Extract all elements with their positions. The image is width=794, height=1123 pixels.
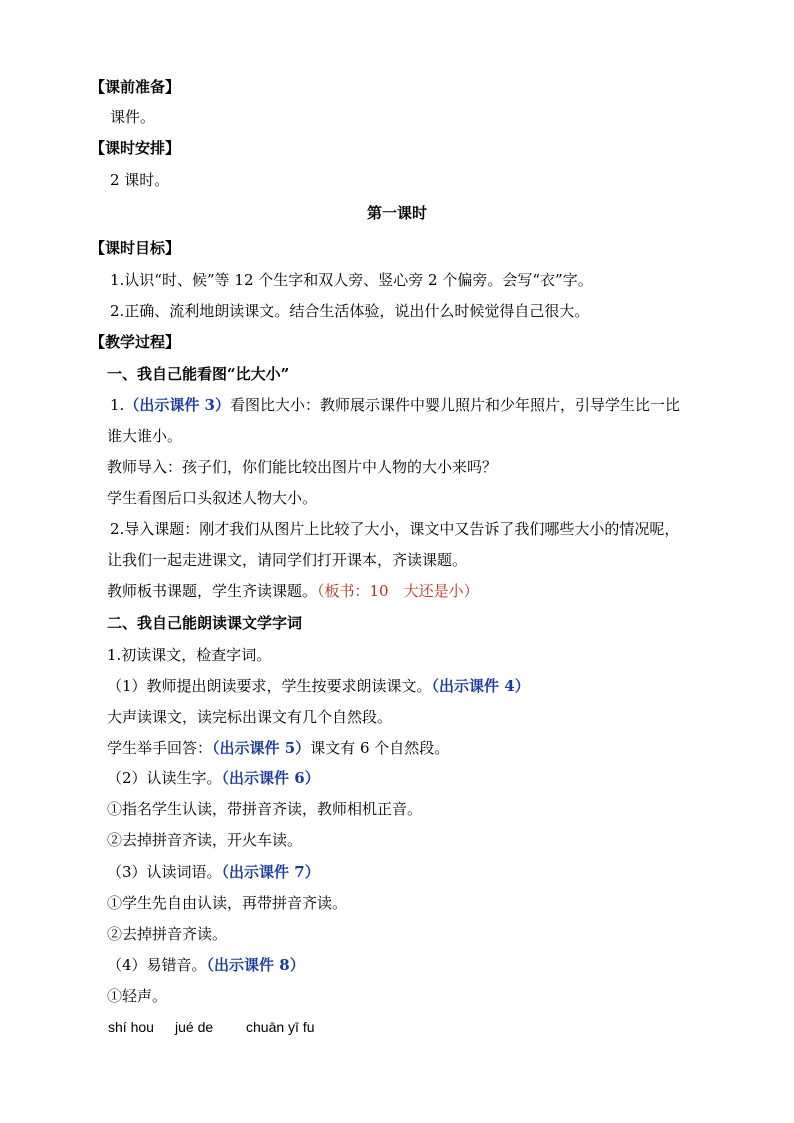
p1-text: 看图比大小：教师展示课件中婴儿照片和少年照片，引导学生比一比: [229, 396, 680, 414]
paragraph-4-cont: 让我们一起走进课文，请同学们打开课本，齐读课题。: [107, 551, 468, 569]
pinyin-juede: jué de: [175, 1019, 214, 1035]
paragraph-17: ①轻声。: [107, 987, 168, 1005]
paragraph-2: 教师导入：孩子们，你们能比较出图片中人物的大小来吗？: [107, 458, 498, 476]
board-note: （板书：10 大还是小）: [317, 582, 479, 600]
paragraph-3: 学生看图后口头叙述人物大小。: [107, 489, 318, 507]
p1-number: 1.: [110, 396, 125, 414]
p16-text: （4）易错音。: [107, 956, 207, 974]
pinyin-chuanyifu: chuān yī fu: [246, 1019, 315, 1035]
p10-text: （2）认读生字。: [107, 769, 222, 787]
schedule-heading: 【课时安排】: [90, 139, 181, 157]
p5-text: 教师板书课题，学生齐读课题。: [107, 582, 318, 600]
paragraph-9: [107, 738, 449, 758]
prep-body: 课件。: [110, 108, 156, 126]
paragraph-13: [107, 862, 320, 882]
pinyin-shihou: shí hou: [108, 1019, 154, 1035]
goals-heading: 【课时目标】: [90, 239, 181, 257]
paragraph-10: [107, 768, 320, 788]
paragraph-5: [107, 581, 479, 601]
courseware-7-label: （出示课件 7）: [221, 863, 320, 881]
paragraph-14: ①学生先自由认读，再带拼音齐读。: [107, 894, 348, 912]
courseware-3-label: （出示课件 3）: [124, 396, 230, 414]
paragraph-6: 1.初读课文，检查字词。: [107, 646, 272, 664]
part1-title: 一、我自己能看图“比大小”: [107, 365, 290, 383]
schedule-body: 2 课时。: [110, 171, 170, 189]
courseware-5-label: （出示课件 5）: [212, 739, 311, 757]
courseware-4-label: （出示课件 4）: [431, 677, 530, 695]
p9-text-a: 学生举手回答：: [107, 739, 213, 757]
process-heading: 【教学过程】: [90, 333, 181, 351]
p13-text: （3）认读词语。: [107, 863, 222, 881]
goal-1: 1.认识“时、候”等 12 个生字和双人旁、竖心旁 2 个偏旁。会写“衣”字。: [110, 271, 593, 289]
paragraph-1: [110, 395, 680, 415]
paragraph-7: [107, 676, 530, 696]
prep-heading: 【课前准备】: [90, 78, 181, 96]
paragraph-16: [107, 955, 305, 975]
part2-title: 二、我自己能朗读课文学字词: [107, 614, 303, 632]
p9-text-b: 课文有 6 个自然段。: [310, 739, 450, 757]
lesson-title: 第一课时: [366, 204, 427, 222]
courseware-6-label: （出示课件 6）: [221, 769, 320, 787]
paragraph-12: ②去掉拼音齐读，开火车读。: [107, 831, 303, 849]
paragraph-8: 大声读课文，读完标出课文有几个自然段。: [107, 708, 393, 726]
paragraph-4: 2.导入课题：刚才我们从图片上比较了大小，课文中又告诉了我们哪些大小的情况呢，: [110, 520, 680, 538]
paragraph-1-cont: 谁大谁小。: [107, 427, 183, 445]
paragraph-11: ①指名学生认读，带拼音齐读，教师相机正音。: [107, 800, 423, 818]
goal-2: 2.正确、流利地朗读课文。结合生活体验，说出什么时候觉得自己很大。: [110, 302, 590, 320]
courseware-8-label: （出示课件 8）: [206, 956, 305, 974]
p7-text: （1）教师提出朗读要求，学生按要求朗读课文。: [107, 677, 432, 695]
paragraph-15: ②去掉拼音齐读。: [107, 925, 228, 943]
